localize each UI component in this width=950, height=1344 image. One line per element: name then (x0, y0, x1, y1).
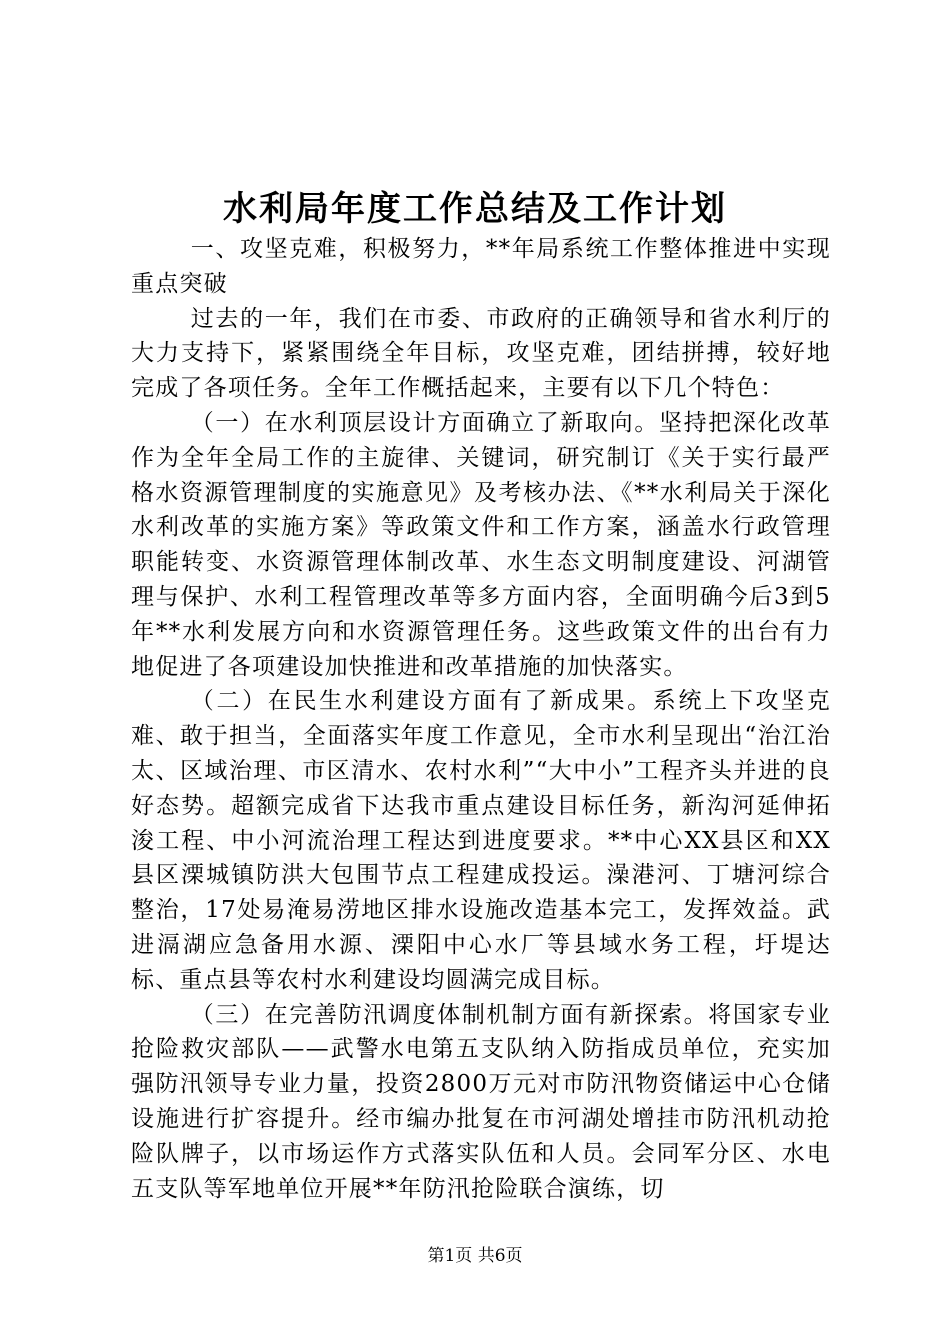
paragraph-item-3: （三）在完善防汛调度体制机制方面有新探索。将国家专业抢险救灾部队——武警水电第五支队纳入防指成员单位，充实加强防汛领导专业力量，投资2800万元对市防汛物资储运中心仓储设施进行扩容提升。经市编办批复在市河湖处增挂市防汛机动抢险队牌子，以市场运作方式落实队伍和人员。会同军分区、水电五支队等军地单位开展**年防汛抢险联合演练，切 (131, 1001, 831, 1202)
paragraph-intro: 过去的一年，我们在市委、市政府的正确领导和省水利厅的大力支持下，紧紧围绕全年目标，攻坚克难，团结拼搏，较好地完成了各项任务。全年工作概括起来，主要有以下几个特色： (131, 305, 831, 402)
section-heading: 一、攻坚克难，积极努力，**年局系统工作整体推进中实现重点突破 (131, 236, 831, 297)
document-body (131, 232, 831, 1206)
paragraph-item-1: （一）在水利顶层设计方面确立了新取向。坚持把深化改革作为全年全局工作的主旋律、关键词，研究制订《关于实行最严格水资源管理制度的实施意见》及考核办法、《**水利局关于深化水利改革的实施方案》等政策文件和工作方案，涵盖水行政管理职能转变、水资源管理体制改革、水生态文明制度建设、河湖管理与保护、水利工程管理改革等多方面内容，全面明确今后3到5年**水利发展方向和水资源管理任务。这些政策文件的出台有力地促进了各项建设加快推进和改革措施的加快落实。 (131, 409, 831, 680)
page-number-footer: 第1页 共6页 (427, 1246, 523, 1266)
paragraph-item-2: （二）在民生水利建设方面有了新成果。系统上下攻坚克难、敢于担当，全面落实年度工作意见，全市水利呈现出“治江治太、区域治理、市区清水、农村水利”“大中小”工程齐头并进的良好态势。超额完成省下达我市重点建设目标任务，新沟河延伸拓浚工程、中小河流治理工程达到进度要求。**中心XX县区和XX县区溧城镇防洪大包围节点工程建成投运。澡港河、丁塘河综合整治，17处易淹易涝地区排水设施改造基本完工，发挥效益。武进滆湖应急备用水源、溧阳中心水厂等县域水务工程，圩堤达标、重点县等农村水利建设均圆满完成目标。 (131, 688, 831, 993)
document-title: 水利局年度工作总结及工作计划 (223, 189, 727, 229)
